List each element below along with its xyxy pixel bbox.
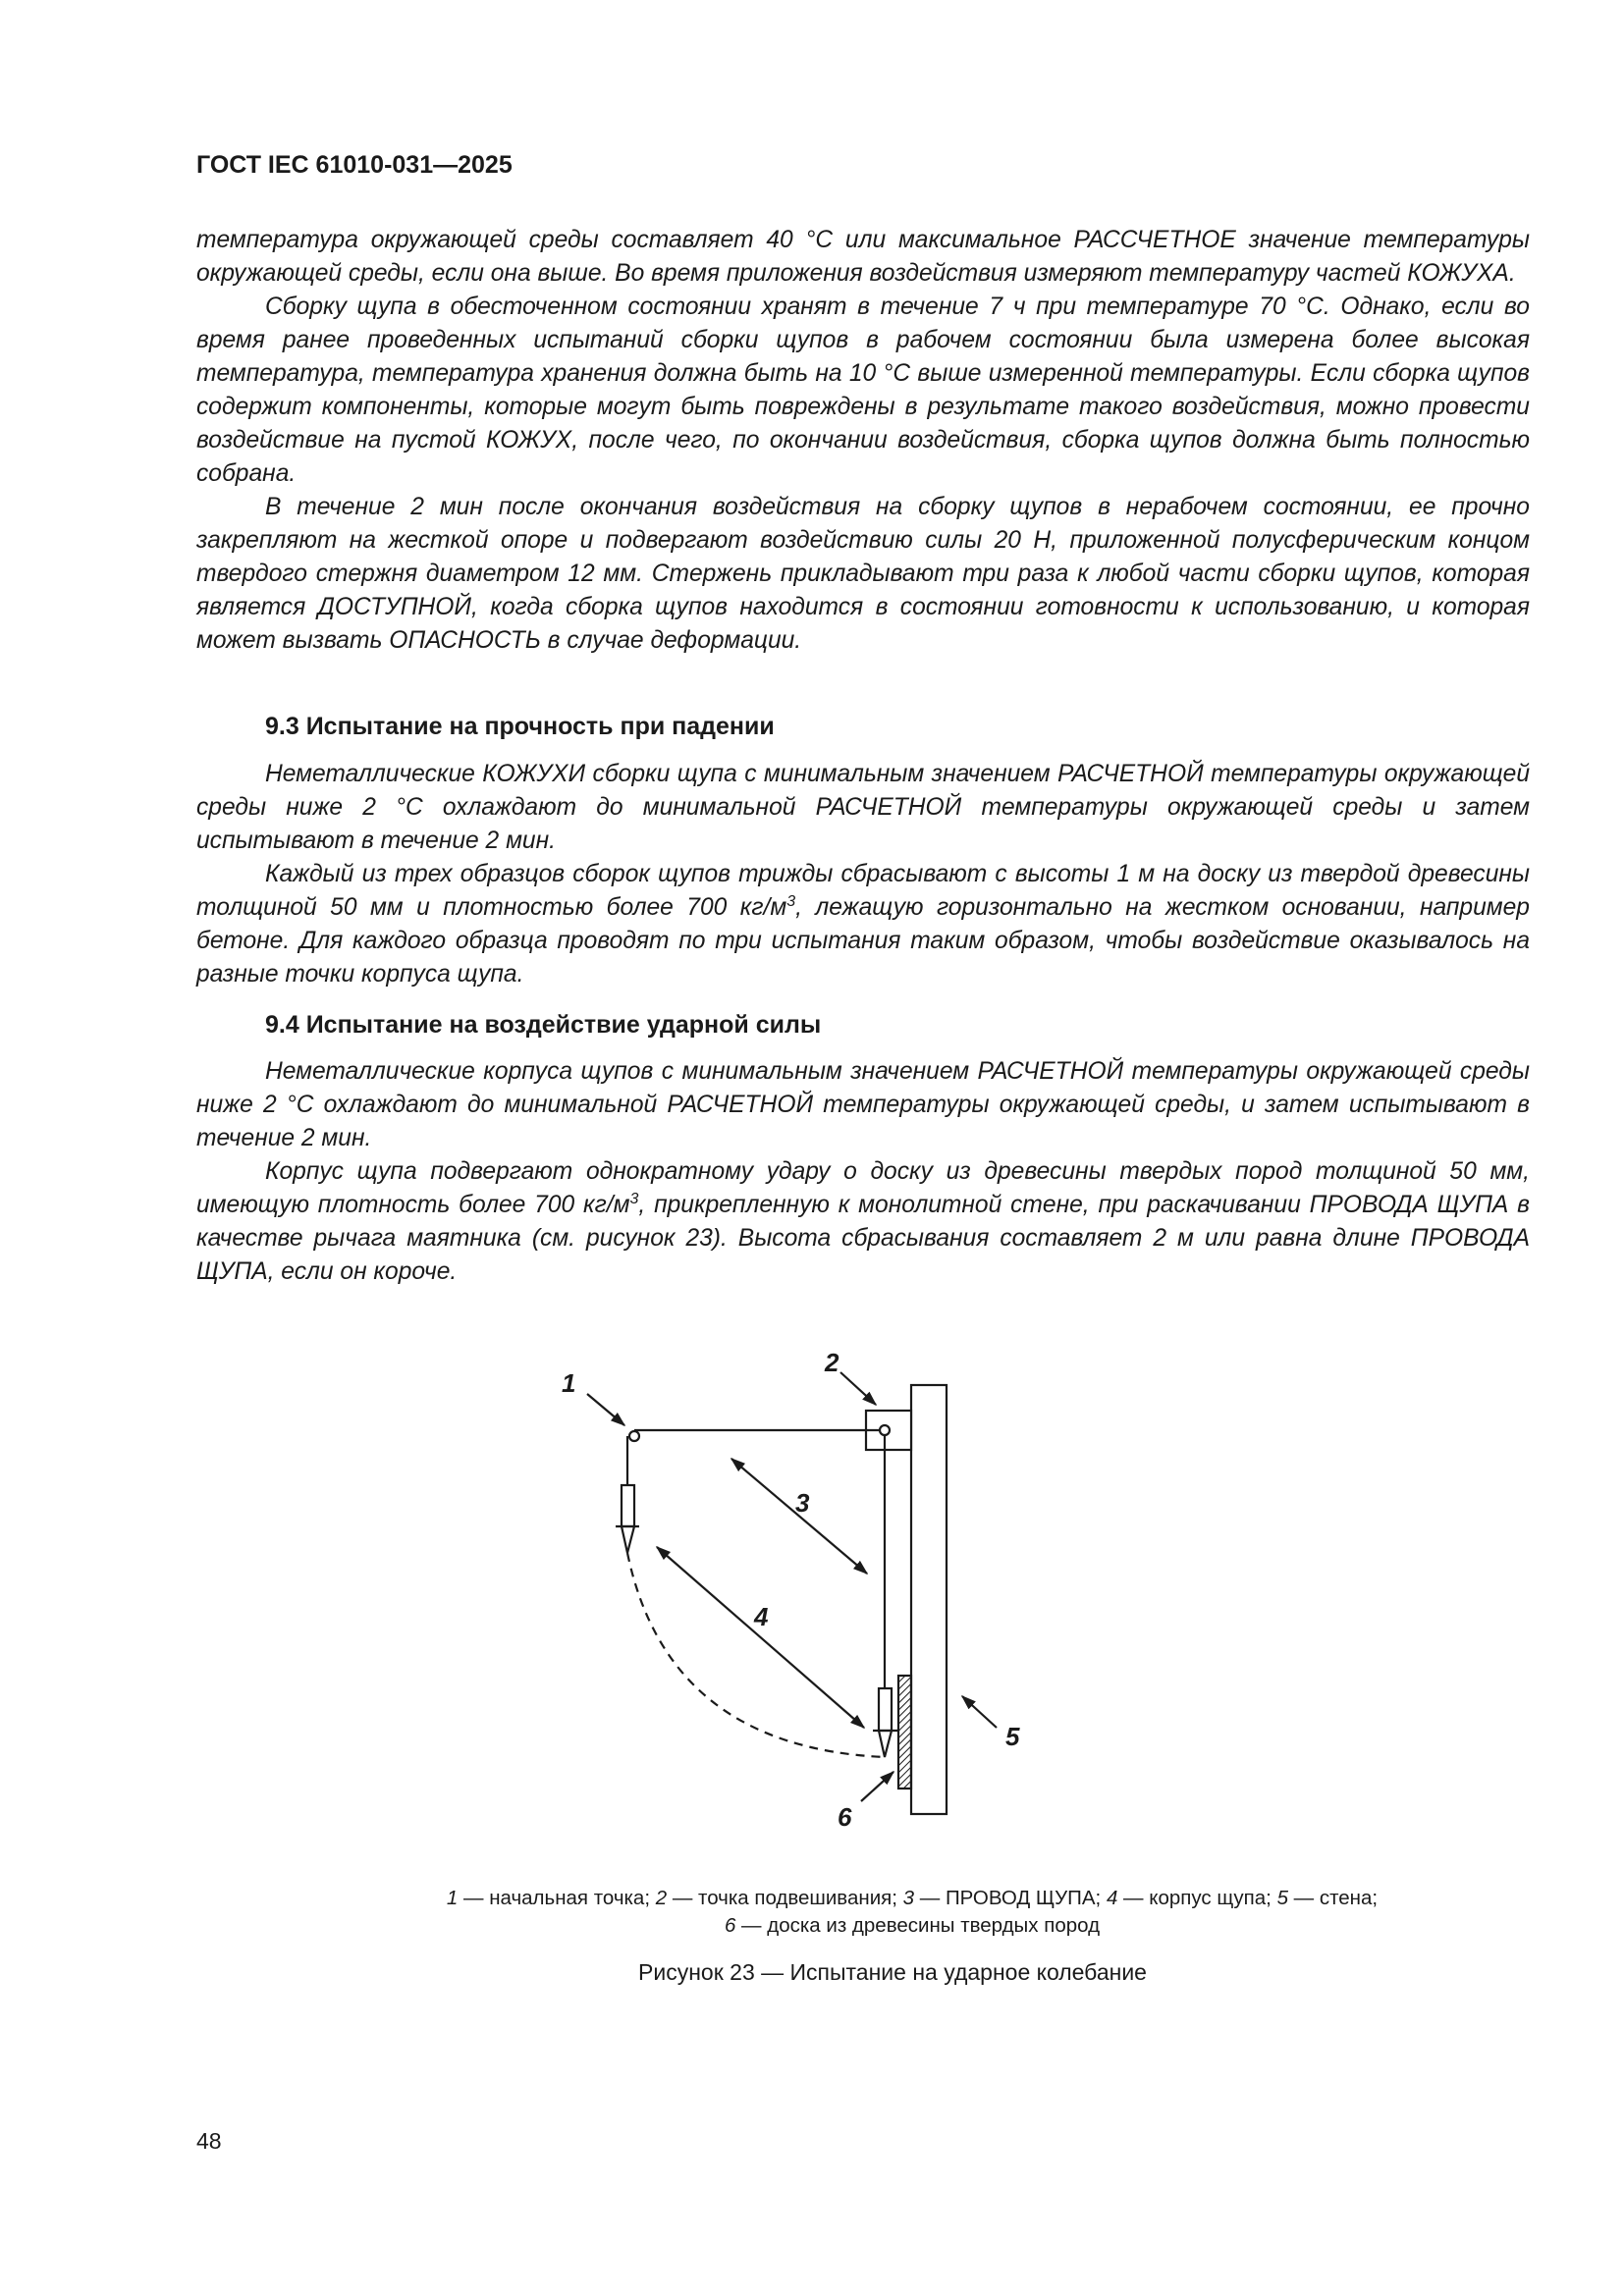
label-5: 5 — [1005, 1722, 1020, 1751]
legend-number: 5 — [1276, 1887, 1288, 1909]
text: Корпус щупа подвергают однократному удару о доску из древесины твердых пород толщиной 50 мм, имеющую плотность более 700 кг/м — [196, 1158, 1530, 1218]
swing-path — [627, 1553, 885, 1757]
text: , лежащую горизонтально на жестком основании, например бетоне. Для каждого образца проводят по три испытания таким образом, чтобы воздействие оказывалось на разные точки корпуса щупа. — [196, 894, 1530, 988]
legend-number: 1 — [446, 1887, 459, 1909]
label-6: 6 — [838, 1802, 852, 1832]
label-2: 2 — [825, 1348, 839, 1377]
paragraph: Неметаллические корпуса щупов с минимальным значением РАСЧЕТНОЙ температуры окружающей среды ниже 2 °С охлаждают до минимальной РАСЧЕТНОЙ температуры окружающей среды, и затем испытывают в течение 2 мин. — [196, 1058, 1530, 1151]
paragraph — [196, 1155, 1530, 1289]
text-block-intro — [196, 224, 1530, 658]
start-point — [629, 1431, 639, 1441]
legend-text: — стена; — [1287, 1887, 1379, 1909]
section-heading-9-4: 9.4 Испытание на воздействие ударной силы — [265, 1011, 822, 1039]
figure-legend — [196, 1885, 1530, 1940]
label-3: 3 — [795, 1488, 810, 1518]
label-1: 1 — [562, 1368, 576, 1398]
text: Каждый из трех образцов сборок щупов трижды сбрасывают с высоты 1 м на доску из твердой древесины толщиной 50 мм и плотностью более 700 кг/м — [196, 861, 1530, 921]
legend-text: — начальная точка; — [458, 1887, 656, 1909]
text: , прикрепленную к монолитной стене, при раскачивании ПРОВОДА ЩУПА в качестве рычага маятника (см. рисунок 23). Высота сбрасывания составляет 2 м или равна длине ПРОВОДА ЩУПА, если он короче. — [196, 1192, 1530, 1285]
figure-title: Рисунок 23 — Испытание на ударное колебание — [638, 1959, 1147, 1985]
legend-number: 2 — [655, 1887, 668, 1909]
probe-body-start — [622, 1485, 634, 1526]
figure-23-diagram — [530, 1335, 1159, 1865]
paragraph: В течение 2 мин после окончания воздействия на сборку щупов в нерабочем состоянии, ее прочно закрепляют на жесткой опоре и подвергают воздействию силы 20 Н, приложенной полусферическим концом твердого стержня диаметром 12 мм. Стержень прикладывают три раза к любой части сборки щупов, которая является ДОСТУПНОЙ, когда сборка щупов находится в состоянии готовности к использованию, и которая может вызвать ОПАСНОСТЬ в случае деформации. — [196, 494, 1530, 654]
text-block-9-4 — [196, 1055, 1530, 1289]
legend-text: — ПРОВОД ЩУПА; — [914, 1887, 1107, 1909]
section-heading-9-3: 9.3 Испытание на прочность при падении — [265, 713, 775, 740]
paragraph: Неметаллические КОЖУХИ сборки щупа с минимальным значением РАСЧЕТНОЙ температуры окружающей среды ниже 2 °С охлаждают до минимальной РАСЧЕТНОЙ температуры окружающей среды и затем испытывают в течение 2 мин. — [196, 761, 1530, 854]
text-block-9-3 — [196, 758, 1530, 991]
legend-number: 4 — [1106, 1887, 1118, 1909]
superscript: 3 — [786, 892, 796, 910]
paragraph — [196, 858, 1530, 991]
page-number: 48 — [196, 2128, 222, 2154]
legend-number: 3 — [902, 1887, 915, 1909]
document-header: ГОСТ IEC 61010-031—2025 — [196, 151, 513, 179]
legend-number: 6 — [724, 1914, 736, 1937]
paragraph: температура окружающей среды составляет 40 °С или максимальное РАССЧЕТНОЕ значение температуры окружающей среды, если она выше. Во время приложения воздействия измеряют температуру частей КОЖУХА. — [196, 227, 1530, 287]
hardwood-board — [898, 1676, 911, 1789]
superscript: 3 — [629, 1190, 639, 1207]
legend-text: — корпус щупа; — [1117, 1887, 1277, 1909]
legend-text: — точка подвешивания; — [667, 1887, 903, 1909]
wall — [911, 1385, 947, 1814]
label-4: 4 — [754, 1602, 769, 1631]
probe-body-end — [879, 1688, 892, 1731]
suspension-point — [880, 1425, 890, 1435]
paragraph: Сборку щупа в обесточенном состоянии хранят в течение 7 ч при температуре 70 °С. Однако, если во время ранее проведенных испытаний сборки щупов в рабочем состоянии была измерена более высокая температура, температура хранения должна быть на 10 °С выше измеренной температуры. Если сборка щупов содержит компоненты, которые могут быть повреждены в результате такого воздействия, можно провести воздействие на пустой КОЖУХ, после чего, по окончании воздействия, сборка щупов должна быть полностью собрана. — [196, 294, 1530, 487]
legend-text: — доска из древесины твердых пород — [735, 1914, 1101, 1937]
